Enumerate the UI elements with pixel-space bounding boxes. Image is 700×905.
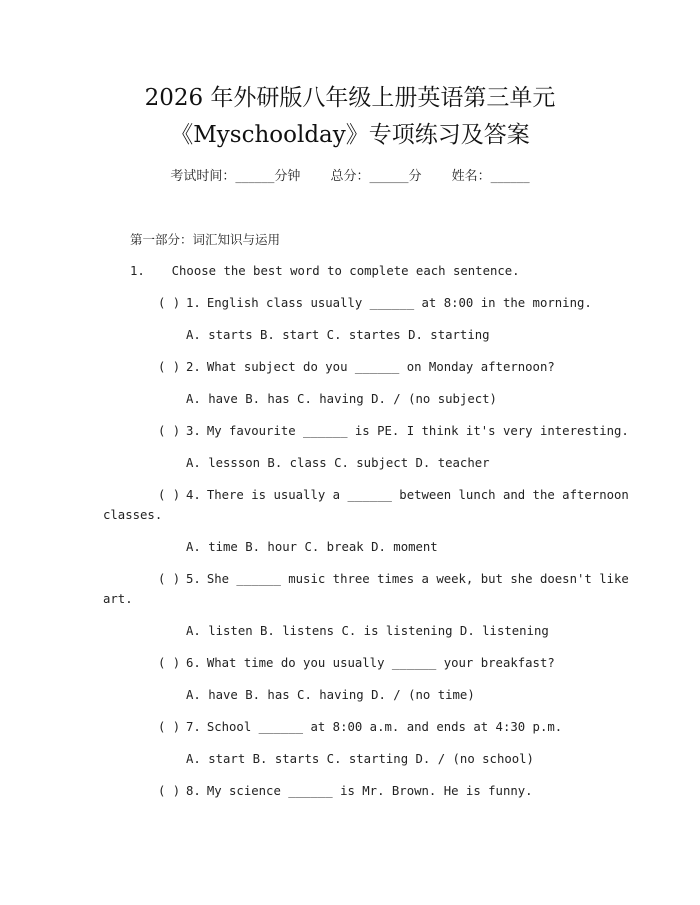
answer-blank-3: ( ) <box>158 424 181 438</box>
answer-blank-4: ( ) <box>158 488 181 502</box>
question-6-options: A. have B. has C. having D. / (no time) <box>186 688 475 702</box>
answer-blank-8: ( ) <box>158 784 181 798</box>
instruction-text: Choose the best word to complete each sentence. <box>171 264 520 278</box>
document-title-line1: 2026 年外研版八年级上册英语第三单元 <box>144 85 556 111</box>
answer-blank-1: ( ) <box>158 296 181 310</box>
exam-name-field: 姓名：______ <box>451 169 530 184</box>
answer-blank-6: ( ) <box>158 656 181 670</box>
question-number: 4. <box>186 488 201 502</box>
answer-blank-2: ( ) <box>158 360 181 374</box>
question-3-options: A. lessson B. class C. subject D. teacher <box>186 456 490 470</box>
question-7-options: A. start B. starts C. starting D. / (no school) <box>186 752 534 766</box>
section-instruction <box>130 262 520 280</box>
exam-info <box>0 168 700 186</box>
question-text: There is usually a ______ between lunch and the afternoon <box>206 488 629 502</box>
question-4 <box>158 486 629 504</box>
answer-blank-5: ( ) <box>158 572 181 586</box>
question-6 <box>158 654 555 672</box>
question-4-options: A. time B. hour C. break D. moment <box>186 540 438 554</box>
question-text: What time do you usually ______ your breakfast? <box>206 656 555 670</box>
question-5 <box>158 570 629 588</box>
question-number: 8. <box>186 784 201 798</box>
question-number: 2. <box>186 360 201 374</box>
question-3 <box>158 422 629 440</box>
question-5-continuation: art. <box>103 592 133 606</box>
section-heading: 第一部分：词汇知识与运用 <box>130 232 281 247</box>
document-title-line2: 《Myschoolday》专项练习及答案 <box>170 122 530 148</box>
question-text: My science ______ is Mr. Brown. He is funny. <box>206 784 533 798</box>
question-text: School ______ at 8:00 a.m. and ends at 4:30 p.m. <box>206 720 563 734</box>
question-text: My favourite ______ is PE. I think it's very interesting. <box>206 424 629 438</box>
question-number: 7. <box>186 720 201 734</box>
instruction-number: 1. <box>130 264 145 278</box>
question-1 <box>158 294 592 312</box>
question-text: What subject do you ______ on Monday afternoon? <box>206 360 555 374</box>
question-4-continuation: classes. <box>103 508 163 522</box>
question-1-options: A. starts B. start C. startes D. starting <box>186 328 490 342</box>
exam-score-field: 总分：______分 <box>330 169 422 184</box>
question-5-options: A. listen B. listens C. is listening D. listening <box>186 624 549 638</box>
question-number: 5. <box>186 572 201 586</box>
question-number: 3. <box>186 424 201 438</box>
question-7 <box>158 718 562 736</box>
exam-time-field: 考试时间：______分钟 <box>170 169 301 184</box>
question-number: 1. <box>186 296 201 310</box>
question-text: She ______ music three times a week, but she doesn't like <box>206 572 629 586</box>
question-2 <box>158 358 555 376</box>
question-2-options: A. have B. has C. having D. / (no subject) <box>186 392 497 406</box>
answer-blank-7: ( ) <box>158 720 181 734</box>
question-text: English class usually ______ at 8:00 in the morning. <box>206 296 592 310</box>
question-8 <box>158 782 533 800</box>
question-number: 6. <box>186 656 201 670</box>
